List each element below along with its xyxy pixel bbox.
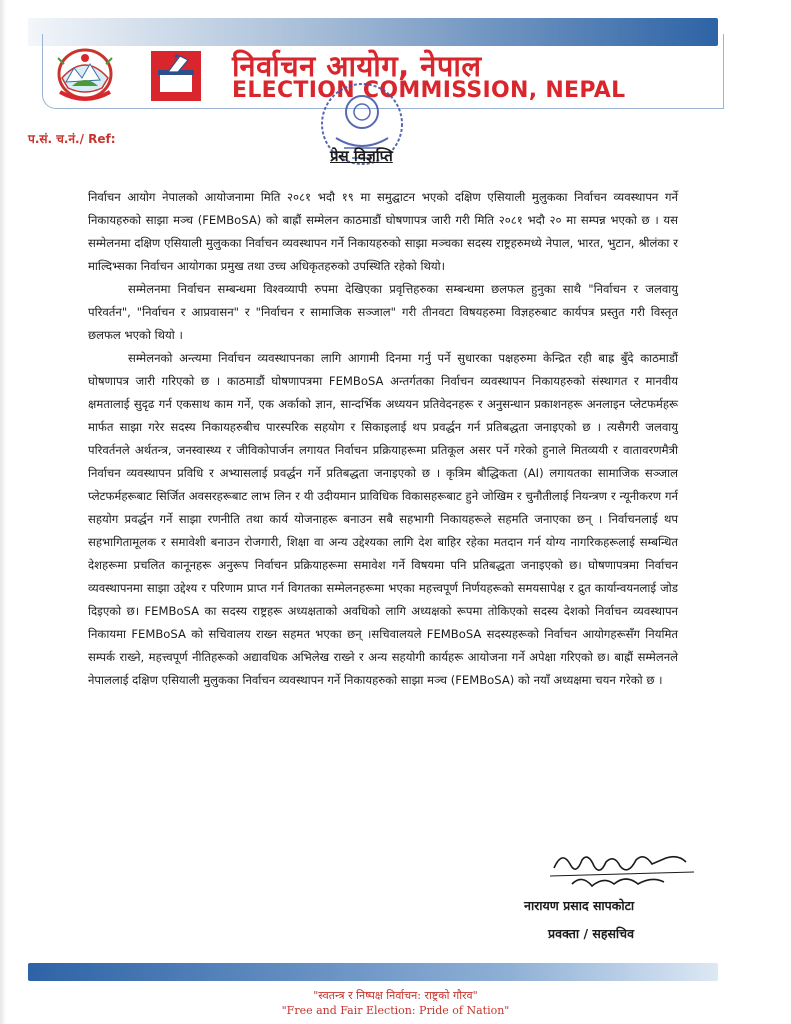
nepal-coat-of-arms-icon: [52, 44, 118, 106]
ballot-box-logo-icon: [150, 50, 202, 102]
organization-name-english: ELECTION COMMISSION, NEPAL: [232, 78, 626, 103]
press-release-title: प्रेस विज्ञप्ति: [330, 147, 393, 165]
footer-motto-english: "Free and Fair Election: Pride of Nation": [281, 1004, 510, 1017]
signatory-name: नारायण प्रसाद सापकोटा: [524, 898, 635, 913]
organization-name-nepali: निर्वाचन आयोग, नेपाल: [232, 49, 482, 83]
reference-number-label: प.सं. च.नं./ Ref:: [28, 132, 116, 146]
body-paragraph-3: सम्मेलनको अन्त्यमा निर्वाचन व्यवस्थापनका लागि आगामी दिनमा गर्नु पर्ने सुधारका पक्षहरुमा केन्द्रित रही बाह्र बुँदे काठमाडौं घोषणापत्र जारी गरिएको छ । काठमाडौं घोषणापत्रमा FEMBoSA अन्तर्गतका निर्वाचन व्यवस्थापन निकायहरुको संस्थागत र मानवीय क्षमतालाई सुदृढ गर्न एकसाथ काम गर्ने, एक अर्काको ज्ञान, सान्दर्भिक अध्ययन प्रतिवेदनहरू र अनुसन्धान प्रकाशनहरू अनलाइन प्लेटफर्महरू मार्फत साझा गरेर सदस्य निकायहरुबीच पारस्परिक सहयोग र सिकाइलाई थप प्रवर्द्धन गर्न प्रतिबद्धता जनाइएको छ । त्यसैगरी जलवायु परिवर्तनले अर्थतन्त्र, जनस्वास्थ्य र जीविकोपार्जन लगायत निर्वाचन प्रक्रियाहरूमा प्रतिकूल असर पर्ने गरेको हुनाले मितव्ययी र वातावरणमैत्री निर्वाचन व्यवस्थापन प्रविधि र अभ्यासलाई प्रवर्द्धन गर्ने प्रतिबद्धता जनाइएको छ । कृत्रिम बौद्धिकता (AI) लगायतका सामाजिक सञ्जाल प्लेटफर्महरूबाट सिर्जित अवसरहरूबाट लाभ लिन र यी उदीयमान प्राविधिक विकासहरूबाट हुने जोखिम र चुनौतीलाई नियन्त्रण र न्यूनीकरण गर्न सहयोग प्रवर्द्धन गर्ने साझा रणनीति तथा कार्य योजनाहरू बनाउन सबै सहभागी निकायहरूले सहमति जनाएका छन् । निर्वाचनलाई थप सहभागितामूलक र समावेशी बनाउन रोजगारी, शिक्षा वा अन्य उद्देश्यका लागि देश बाहिर रहेका मतदान गर्न योग्य नागरिकहरूलाई सम्बन्धित देशहरूमा प्रचलित कानूनहरू अनुरूप निर्वाचन प्रक्रियाहरूमा समावेश गर्ने विषयमा पनि प्रतिबद्धता जनाइएको छ। घोषणापत्रमा निर्वाचन व्यवस्थापनमा साझा उद्देश्य र परिणाम प्राप्त गर्न विगतका सम्मेलनहरूमा भएका महत्त्वपूर्ण निर्णयहरूको समयसापेक्ष र द्रुत कार्यान्वयनलाई जोड दिइएको छ। FEMBoSA का सदस्य राष्ट्रहरू अध्यक्षताको अवधिको लागि अध्यक्षको रूपमा तोकिएको सदस्य देशको निर्वाचन व्यवस्थापन निकायमा FEMBoSA को सचिवालय राख्न सहमत भएका छन् ।सचिवालयले FEMBoSA सदस्यहरूको निर्वाचन आयोगहरूसँग नियमित सम्पर्क राख्ने, महत्त्वपूर्ण नीतिहरूको अद्यावधिक अभिलेख राख्ने र अन्य सहयोगी कार्यहरू आयोजना गर्ने अपेक्षा गरिएको छ। बाह्रौं सम्मेलनले नेपाललाई दक्षिण एसियाली मुलुकका निर्वाचन व्यवस्थापन गर्ने निकायहरुको साझा मञ्च (FEMBoSA) को नयाँ अध्यक्षमा चयन गरेको छ ।: [88, 351, 678, 687]
scan-page-edge: [0, 0, 6, 1024]
footer-motto-nepali: "स्वतन्त्र र निष्पक्ष निर्वाचन: राष्ट्रको गौरव": [313, 989, 478, 1002]
body-paragraph-1: निर्वाचन आयोग नेपालको आयोजनामा मिति २०८१ भदौ १९ मा समुद्घाटन भएको दक्षिण एसियाली मुलुकका निर्वाचन व्यवस्थापन गर्ने निकायहरुको साझा मञ्च (FEMBoSA) को बाह्रौं सम्मेलन काठमाडौं घोषणापत्र जारी गरी मिति २०८१ भदौ २० मा सम्पन्न भएको छ । यस सम्मेलनमा दक्षिण एसियाली मुलुकका निर्वाचन व्यवस्थापन गर्ने निकायहरुको साझा मञ्चका सदस्य राष्ट्रहरुमध्ये नेपाल, भारत, भुटान, श्रीलंका र माल्दिभ्सका निर्वाचन आयोगका प्रमुख तथा उच्च अधिकृतहरुको उपस्थिति रहेको थियो।: [88, 190, 678, 273]
signatory-title: प्रवक्ता / सहसचिव: [548, 926, 635, 941]
handwritten-signature-icon: [548, 846, 698, 894]
body-paragraph-2: सम्मेलनमा निर्वाचन सम्बन्धमा विश्वव्यापी रुपमा देखिएका प्रवृत्तिहरुका सम्बन्धमा छलफल हुनुका साथै "निर्वाचन र जलवायु परिवर्तन", "निर्वाचन र आप्रवासन" र "निर्वाचन र सामाजिक सञ्जाल" गरी तीनवटा विषयहरुमा विज्ञहरुबाट कार्यपत्र प्रस्तुत गरी विस्तृत छलफल भएको थियो ।: [88, 282, 678, 342]
press-release-body: [88, 186, 678, 692]
footer-color-band: [28, 963, 718, 981]
